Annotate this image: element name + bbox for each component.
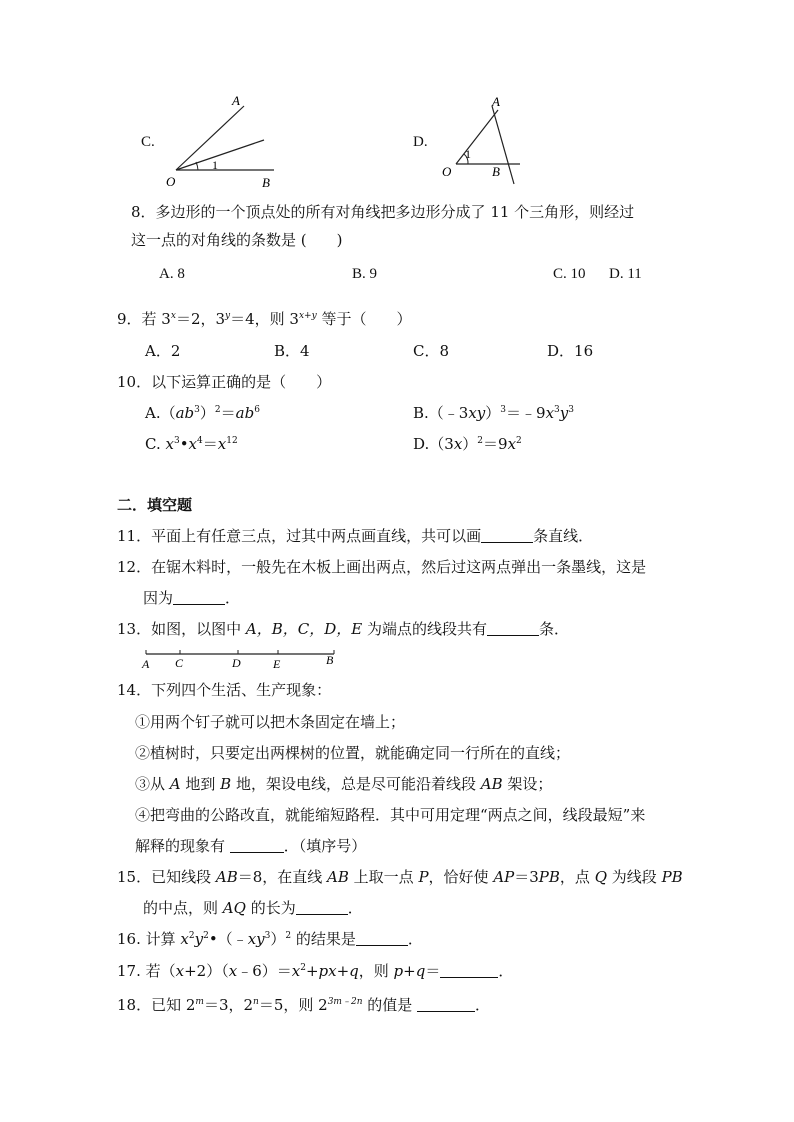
point-d-label: D	[232, 656, 241, 670]
q8-option-d[interactable]: D. 11	[609, 266, 642, 282]
q18-stem: 18．已知 $2^m=3$，$2^n=5$，则 $2^{3m﹣2n}$ 的值是 ．	[117, 996, 491, 1014]
q15-stem-line1: 15．已知线段 AB＝8，在直线 AB 上取一点 P，恰好使 AP＝3PB，点 Q 为线段 PB	[117, 868, 683, 886]
q7-figure-c	[160, 90, 290, 190]
point-o-label: O	[442, 164, 452, 179]
point-a-label: A	[492, 94, 500, 109]
section-heading-fill-in: 二．填空题	[117, 496, 193, 514]
point-o-label: O	[166, 174, 176, 189]
q15-stem-line2: 的中点，则 AQ 的长为 ．	[143, 899, 363, 917]
q14-stem: 14．下列四个生活、生产现象：	[117, 681, 332, 699]
q7-option-c-label[interactable]: C.	[141, 134, 155, 150]
q8-stem-line1: 8．多边形的一个顶点处的所有对角线把多边形分成了 11 个三角形，则经过	[131, 203, 635, 221]
point-e-label: E	[273, 657, 281, 670]
q10-option-d[interactable]: $D.(3x)^2=9x^2$	[413, 435, 522, 453]
q17-answer-blank[interactable]	[440, 963, 498, 978]
q12-answer-blank[interactable]	[173, 590, 225, 605]
q14-answer-blank[interactable]	[230, 838, 284, 853]
q13-segment-figure	[138, 644, 348, 670]
q14-item-3: ③从 A 地到 B 地，架设电线，总是尽可能沿着线段 AB 架设；	[135, 775, 553, 793]
q12-stem-line1: 12．在锯木料时，一般先在木板上画出两点，然后过这两点弹出一条墨线，这是	[117, 558, 647, 576]
q10-option-b[interactable]: $B.(﹣3xy)^3=﹣9x^3y^3$	[413, 404, 574, 422]
ray-oa	[456, 110, 498, 164]
q9-option-b[interactable]: B．4	[274, 342, 310, 360]
q9-stem: 9．若 $3^x=2$，$3^y=4$，则 $3^{x+y}$ 等于（ ）	[117, 310, 412, 328]
q9-option-c[interactable]: C．8	[413, 342, 450, 360]
q7-figure-d	[436, 92, 536, 188]
q15-answer-blank[interactable]	[296, 900, 348, 915]
point-c-label: C	[175, 656, 184, 670]
angle-1-label: 1	[465, 147, 471, 161]
q14-item-4: ④把弯曲的公路改直，就能缩短路程．其中可用定理“两点之间，线段最短”来	[135, 806, 646, 824]
q14-item-1: ①用两个钉子就可以把木条固定在墙上；	[135, 713, 406, 731]
q14-answer-line: 解释的现象有 ．（填序号）	[135, 837, 367, 855]
q8-stem-line2: 这一点的对角线的条数是 ( )	[131, 231, 343, 249]
ray-middle	[176, 140, 264, 170]
q13-stem: 13．如图，以图中 A，B，C，D，E 为端点的线段共有 条．	[117, 620, 569, 638]
q8-option-b[interactable]: B. 9	[352, 266, 378, 282]
q11-answer-blank[interactable]	[481, 528, 533, 543]
q9-option-a[interactable]: A．2	[145, 342, 181, 360]
q11-stem: 11．平面上有任意三点，过其中两点画直线，共可以画 条直线．	[117, 527, 594, 545]
q10-stem: 10．以下运算正确的是（ ）	[117, 373, 332, 391]
q14-item-2: ②植树时，只要定出两棵树的位置，就能确定同一行所在的直线；	[135, 744, 571, 762]
q7-option-d-label[interactable]: D.	[413, 134, 428, 150]
q8-option-a[interactable]: A. 8	[159, 266, 185, 282]
q17-stem: 17. 若$(x+2)(x﹣6)=x^2+px+q$，则 p+q＝ ．	[117, 962, 514, 980]
point-a-label: A	[142, 657, 150, 670]
point-a-label: A	[232, 93, 240, 108]
q8-option-c[interactable]: C. 10	[553, 266, 586, 282]
q10-option-a[interactable]: $A.(ab^3)^2=ab^6$	[145, 404, 260, 422]
q10-option-c[interactable]: C. $x^3•x^4=x^{12}$	[145, 435, 238, 453]
point-b-label: B	[262, 175, 270, 190]
q16-answer-blank[interactable]	[356, 931, 408, 946]
q13-answer-blank[interactable]	[487, 621, 539, 636]
point-b-label: B	[326, 653, 334, 667]
q18-answer-blank[interactable]	[417, 997, 475, 1012]
point-b-label: B	[492, 164, 500, 179]
q16-stem: 16. 计算 $x^2y^2•(﹣xy^3)^2$ 的结果是 ．	[117, 930, 423, 948]
q9-option-d[interactable]: D．16	[547, 342, 594, 360]
angle-1-label: 1	[212, 158, 218, 172]
ray-oa	[176, 106, 244, 170]
q12-stem-line2: 因为 ．	[143, 589, 241, 607]
